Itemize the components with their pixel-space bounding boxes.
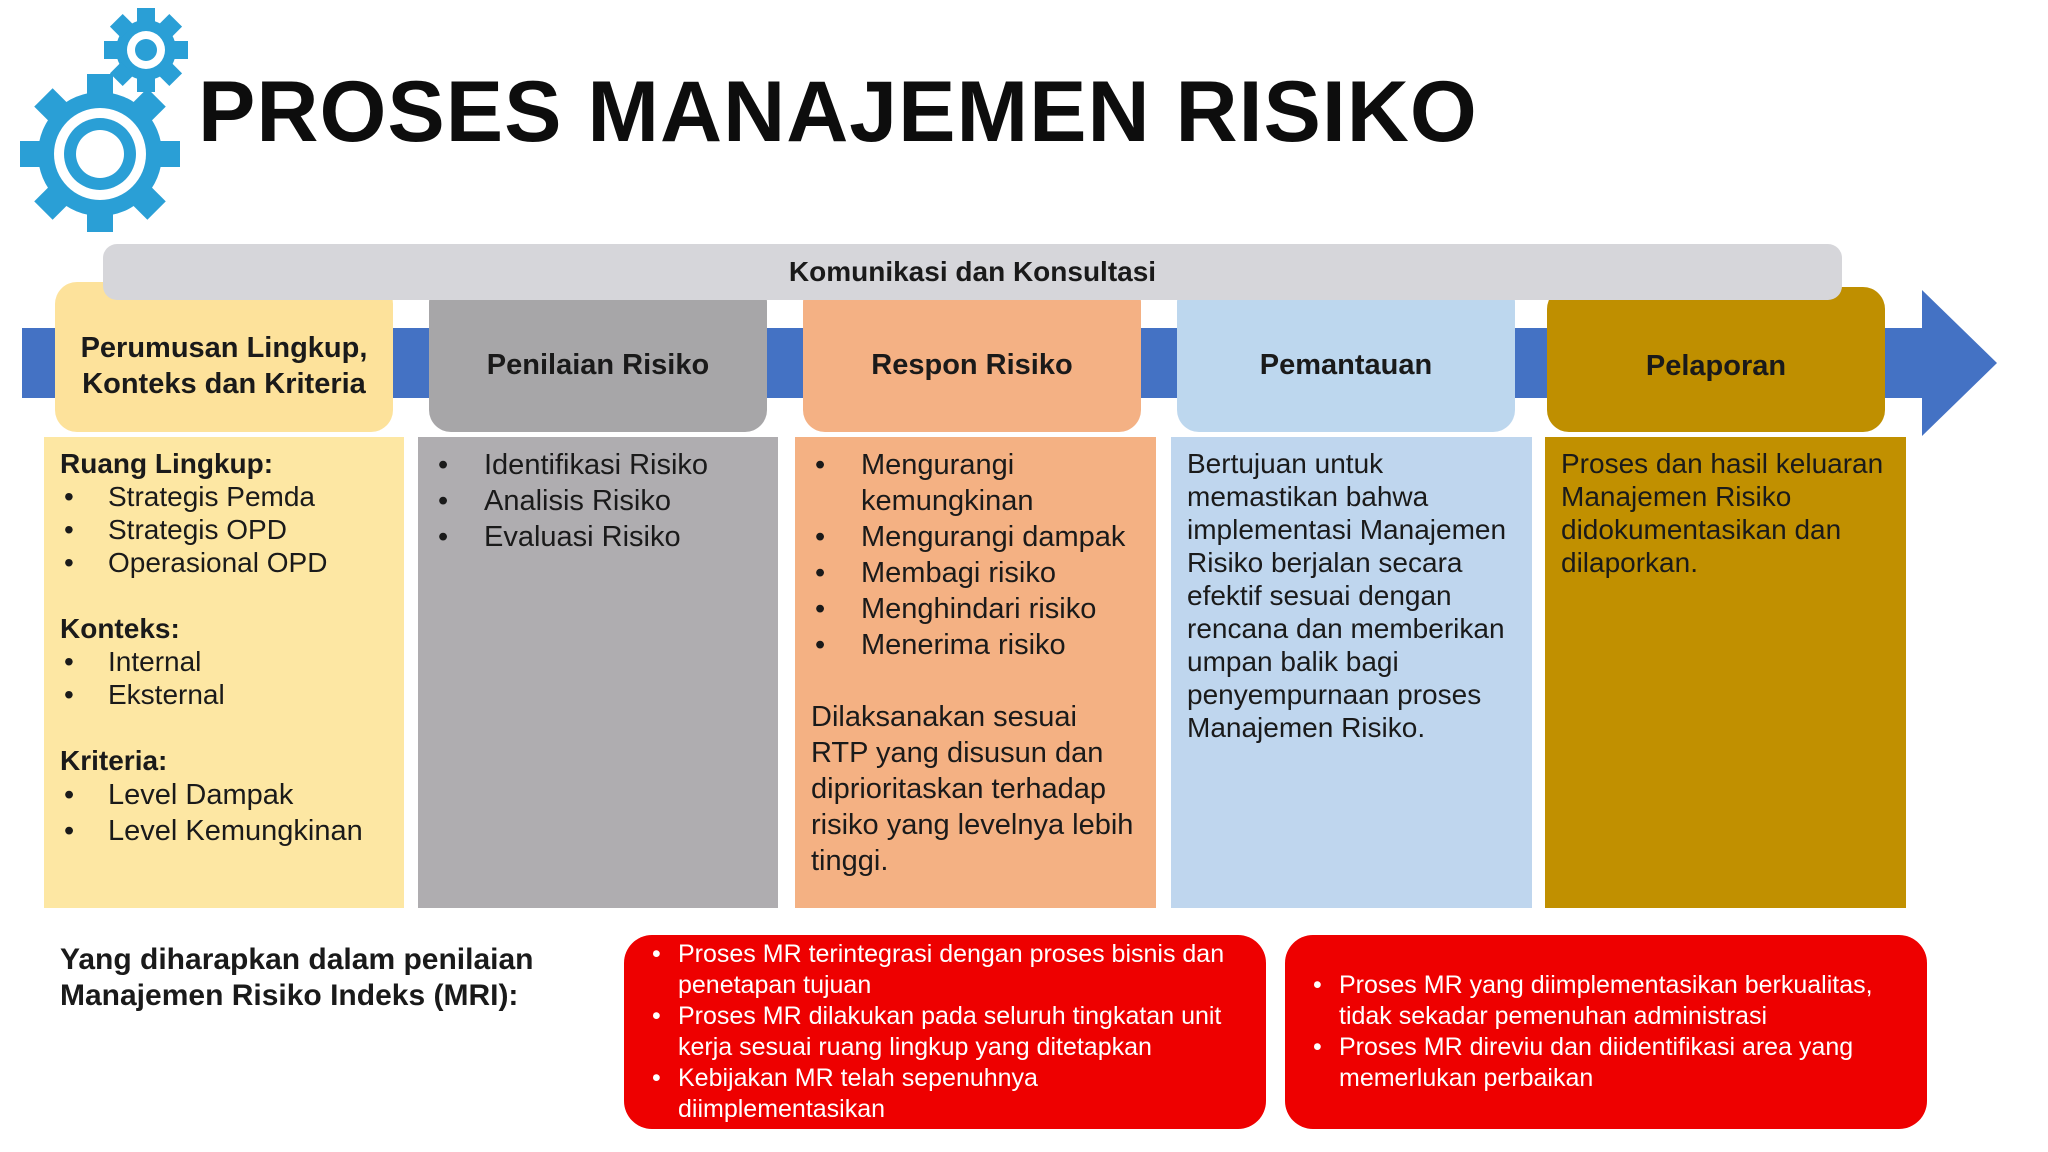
list-item: • Level Kemungkinan	[60, 813, 388, 849]
pemantauan-text: Bertujuan untuk memastikan bahwa implementasi Manajemen Risiko berjalan secara efektif sesuai dengan rencana dan memberikan umpan balik bagi penyempurnaan proses Manajemen Risiko.	[1187, 448, 1507, 743]
list-item: • Proses MR terintegrasi dengan proses bisnis dan penetapan tujuan	[624, 939, 1242, 1001]
list-item: • Proses MR yang diimplementasikan berkualitas, tidak sekadar pemenuhan administrasi	[1285, 970, 1903, 1032]
list-item: • Strategis OPD	[60, 513, 388, 546]
kriteria-heading: Kriteria:	[60, 745, 168, 776]
list-item: • Kebijakan MR telah sepenuhnya diimplementasikan	[624, 1063, 1242, 1125]
list-item: • Analisis Risiko	[434, 483, 762, 519]
ruang-lingkup-heading: Ruang Lingkup:	[60, 448, 274, 479]
stage-pemantauan: Pemantauan	[1177, 280, 1515, 432]
penilaian-list	[434, 447, 762, 555]
stage-penilaian: Penilaian Risiko	[429, 280, 767, 432]
list-item: • Strategis Pemda	[60, 480, 388, 513]
pelaporan-text: Proses dan hasil keluaran Manajemen Risiko didokumentasikan dan dilaporkan.	[1561, 448, 1884, 578]
expectation-box-2	[1285, 935, 1927, 1129]
list-item: • Evaluasi Risiko	[434, 519, 762, 555]
penilaian-column	[418, 437, 778, 908]
respon-column	[795, 437, 1156, 908]
konteks-heading: Konteks:	[60, 613, 180, 644]
expectation-label: Yang diharapkan dalam penilaian Manajemen Risiko Indeks (MRI):	[60, 943, 534, 1012]
kriteria-list	[60, 777, 388, 849]
communication-bar: Komunikasi dan Konsultasi	[103, 244, 1842, 300]
list-item: • Mengurangi dampak	[811, 519, 1140, 555]
expectation-list-2	[1285, 970, 1927, 1094]
respon-note: Dilaksanakan sesuai RTP yang disusun dan diprioritaskan terhadap risiko yang levelnya lebih tinggi.	[811, 701, 1134, 877]
stage-perumusan: Perumusan Lingkup, Konteks dan Kriteria	[55, 282, 393, 432]
list-item: • Proses MR dilakukan pada seluruh tingkatan unit kerja sesuai ruang lingkup yang ditetapkan	[624, 1001, 1242, 1063]
pemantauan-column	[1171, 437, 1532, 908]
list-item: • Identifikasi Risiko	[434, 447, 762, 483]
list-item: • Level Dampak	[60, 777, 388, 813]
list-item: • Internal	[60, 645, 388, 678]
stage-pelaporan: Pelaporan	[1547, 287, 1885, 432]
pelaporan-column	[1545, 437, 1906, 908]
expectation-list-1	[624, 939, 1266, 1125]
konteks-list	[60, 645, 388, 711]
list-item: • Menghindari risiko	[811, 591, 1140, 627]
list-item: • Membagi risiko	[811, 555, 1140, 591]
list-item: • Menerima risiko	[811, 627, 1140, 663]
list-item: • Proses MR direviu dan diidentifikasi area yang memerlukan perbaikan	[1285, 1032, 1903, 1094]
list-item: • Mengurangi kemungkinan	[811, 447, 1140, 519]
page-title: PROSES MANAJEMEN RISIKO	[198, 64, 1478, 160]
gears-icon	[18, 4, 200, 232]
respon-list	[811, 447, 1140, 663]
list-item: • Eksternal	[60, 678, 388, 711]
list-item: • Operasional OPD	[60, 546, 388, 579]
perumusan-column	[44, 437, 404, 908]
stage-respon: Respon Risiko	[803, 280, 1141, 432]
ruang-lingkup-list	[60, 480, 388, 579]
expectation-box-1	[624, 935, 1266, 1129]
